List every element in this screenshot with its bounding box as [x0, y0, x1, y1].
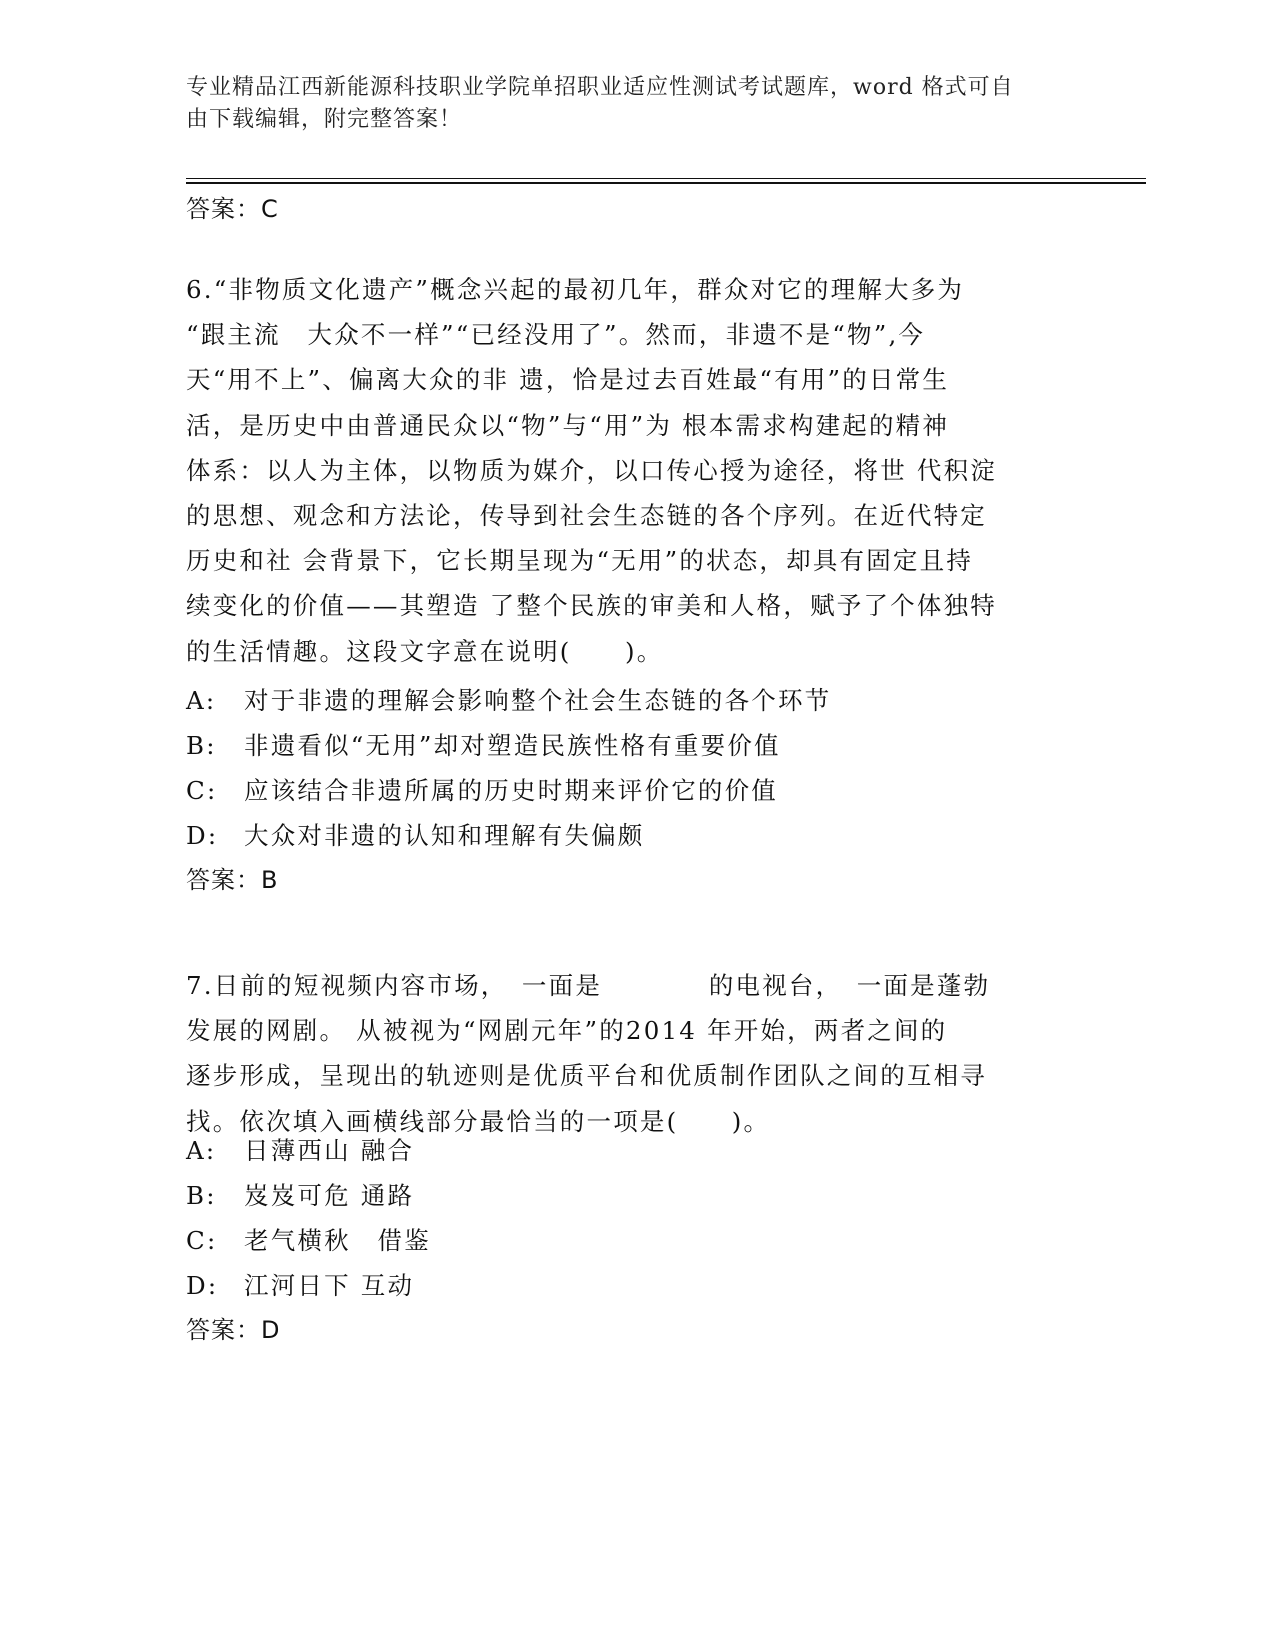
- option-b: [186, 1173, 1066, 1218]
- option-text: 老气横秋 借鉴: [244, 1226, 431, 1255]
- question-6-options: [186, 678, 1066, 858]
- option-text: 大众对非遗的认知和理解有失偏颇: [244, 821, 645, 850]
- option-text: 日薄西山 融合: [244, 1136, 415, 1165]
- answer-q6: 答案：B: [186, 866, 279, 894]
- option-letter: D:: [186, 1271, 219, 1300]
- header-rule-thick: [186, 182, 1146, 184]
- question-6-line: 活，是历史中由普通民众以“物”与“用”为 根本需求构建起的精神: [186, 410, 950, 440]
- option-text: 非遗看似“无用”却对塑造民族性格有重要价值: [244, 731, 781, 760]
- question-7-line: 发展的网剧。 从被视为“网剧元年”的2014 年开始，两者之间的: [186, 1016, 948, 1046]
- question-7-line: 找。依次填入画横线部分最恰当的一项是( )。: [186, 1106, 771, 1136]
- question-7-line: 逐步形成，呈现出的轨迹则是优质平台和优质制作团队之间的互相寻: [186, 1061, 987, 1091]
- header-rule-thin: [186, 178, 1146, 179]
- option-d: [186, 813, 1066, 858]
- option-text: 应该结合非遗所属的历史时期来评价它的价值: [244, 776, 778, 805]
- option-letter: D:: [186, 821, 219, 850]
- option-letter: C:: [186, 1226, 218, 1255]
- option-a: [186, 678, 1066, 723]
- question-6-line: 的生活情趣。这段文字意在说明( )。: [186, 636, 664, 666]
- question-6: [186, 267, 1066, 674]
- option-letter: A:: [186, 686, 217, 715]
- header-line-1: 专业精品江西新能源科技职业学院单招职业适应性测试考试题库，word 格式可自: [186, 75, 1014, 100]
- document-header: [186, 72, 1066, 136]
- option-c: [186, 768, 1066, 813]
- option-text: 对于非遗的理解会影响整个社会生态链的各个环节: [244, 686, 832, 715]
- answer-q5: 答案：C: [186, 195, 279, 223]
- option-letter: C:: [186, 776, 218, 805]
- option-text: 江河日下 互动: [244, 1271, 415, 1300]
- question-6-line: 体系：以人为主体，以物质为媒介，以口传心授为途径，将世 代积淀: [186, 455, 997, 485]
- question-6-line: 天“用不上”、偏离大众的非 遗，恰是过去百姓最“有用”的日常生: [186, 365, 950, 395]
- option-a: [186, 1128, 1066, 1173]
- option-letter: A:: [186, 1136, 217, 1165]
- option-d: [186, 1263, 1066, 1308]
- question-6-line: 的思想、观念和方法论，传导到社会生态链的各个序列。在近代特定: [186, 501, 987, 531]
- option-letter: B:: [186, 1181, 217, 1210]
- question-7-options: [186, 1128, 1066, 1308]
- answer-q7: 答案：D: [186, 1316, 281, 1344]
- question-6-line: “跟主流 大众不一样”“已经没用了”。然而，非遗不是“物”,今: [186, 320, 926, 350]
- option-letter: B:: [186, 731, 217, 760]
- option-b: [186, 723, 1066, 768]
- option-c: [186, 1218, 1066, 1263]
- question-7-line: 7.日前的短视频内容市场， 一面是 的电视台， 一面是蓬勃: [186, 971, 991, 1000]
- header-line-2: 由下载编辑，附完整答案！: [186, 107, 463, 132]
- question-7: [186, 963, 1066, 1144]
- question-6-line: 续变化的价值——其塑造 了整个民族的审美和人格，赋予了个体独特: [186, 591, 997, 621]
- question-6-line: 历史和社 会背景下，它长期呈现为“无用”的状态，却具有固定且持: [186, 546, 974, 576]
- question-6-line: 6.“非物质文化遗产”概念兴起的最初几年，群众对它的理解大多为: [186, 275, 965, 304]
- option-text: 岌岌可危 通路: [244, 1181, 415, 1210]
